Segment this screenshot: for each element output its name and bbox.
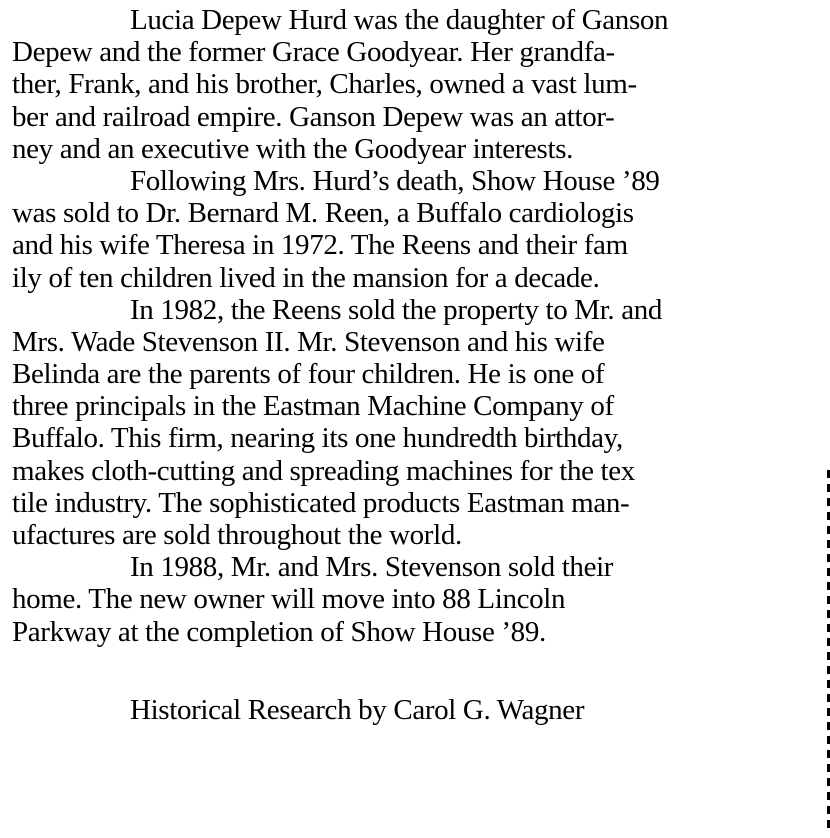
paragraph-hurd-family <box>12 4 830 165</box>
text-line: ily of ten children lived in the mansion for a decade. <box>12 261 600 294</box>
text-line: tile industry. The sophisticated products Eastman man- <box>12 486 630 519</box>
text-line: Mrs. Wade Stevenson II. Mr. Stevenson and his wife <box>12 325 605 358</box>
text-line: ufactures are sold throughout the world. <box>12 519 462 551</box>
text-line: In 1982, the Reens sold the property to Mr. and <box>130 293 663 326</box>
text-line: and his wife Theresa in 1972. The Reens and their fam <box>12 229 628 262</box>
text-line: In 1988, Mr. and Mrs. Stevenson sold their <box>130 551 614 584</box>
text-line: was sold to Dr. Bernard M. Reen, a Buffalo cardiologis <box>12 197 634 230</box>
paragraph-reen-family <box>12 165 830 294</box>
text-line: Buffalo. This firm, nearing its one hundredth birthday, <box>12 422 623 455</box>
text-line: three principals in the Eastman Machine Company of <box>12 390 614 423</box>
text-line: Depew and the former Grace Goodyear. Her grandfa- <box>12 36 615 69</box>
text-line: ney and an executive with the Goodyear interests. <box>12 132 574 165</box>
research-credit: Historical Research by Carol G. Wagner <box>130 693 585 726</box>
article-body <box>12 4 830 726</box>
paragraph-stevenson-family <box>12 294 830 552</box>
text-line: ther, Frank, and his brother, Charles, owned a vast lum- <box>12 68 637 101</box>
text-line: Lucia Depew Hurd was the daughter of Ganson <box>130 4 669 36</box>
text-line: makes cloth-cutting and spreading machines for the tex <box>12 454 635 487</box>
text-line: Belinda are the parents of four children. He is one of <box>12 358 605 391</box>
text-line: Following Mrs. Hurd’s death, Show House ’89 <box>130 164 660 197</box>
text-line: ber and railroad empire. Ganson Depew was an attor- <box>12 100 615 133</box>
paragraph-spacer <box>12 648 830 694</box>
paragraph-sale-1988 <box>12 551 830 648</box>
text-line: home. The new owner will move into 88 Lincoln <box>12 583 566 616</box>
text-line: Parkway at the completion of Show House ’89. <box>12 615 546 648</box>
